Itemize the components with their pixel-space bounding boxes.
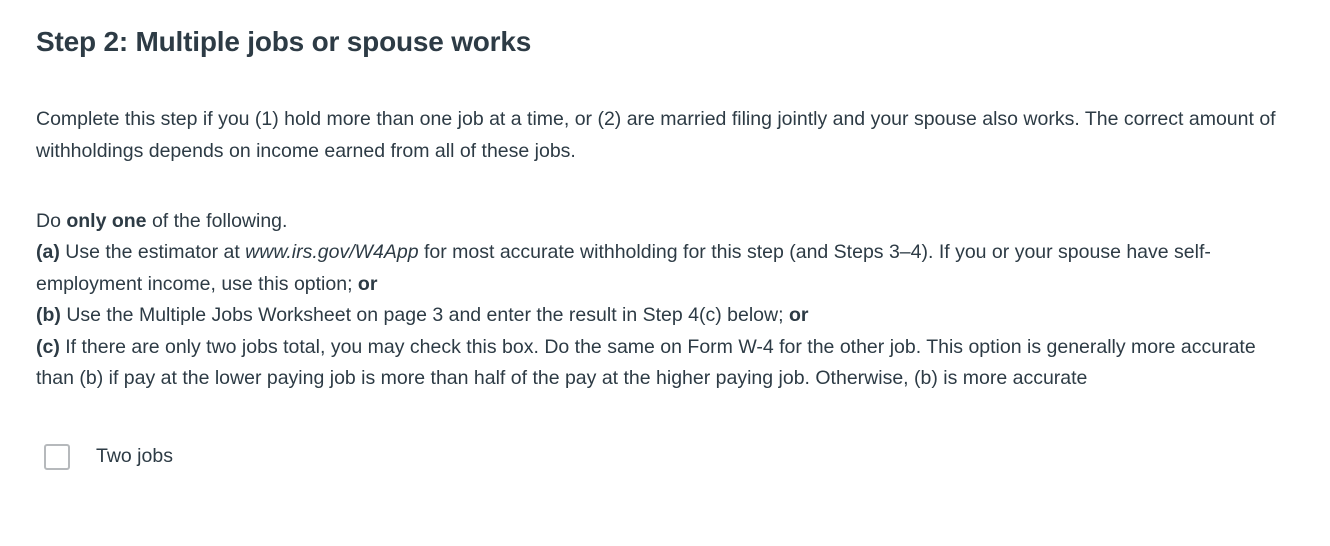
- intro-line-2: spouse also works. The correct amount of withholdings depends on income earned from all of these jobs.: [36, 108, 1276, 162]
- options-block: [36, 206, 1294, 395]
- option-a-text-2: for most accurate withholding for this step (and Steps 3–4). If you or your spouse have self-employment income, use this option;: [36, 241, 1211, 295]
- option-b-text: Use the Multiple Jobs Worksheet on page 3 and enter the result in Step 4(c) below;: [60, 304, 789, 327]
- option-a-line: [36, 237, 1294, 300]
- instruction-suffix: of the following.: [146, 209, 288, 232]
- intro-paragraph: [36, 104, 1294, 167]
- two-jobs-row[interactable]: [36, 443, 1294, 470]
- page-title: Step 2: Multiple jobs or spouse works: [36, 26, 532, 57]
- option-a-marker: (a): [36, 241, 60, 264]
- option-c-text: If there are only two jobs total, you may check this box. Do the same on Form W-4 for the other job. This option is generally more accurate than (b) if pay at the lower paying job is more than half of the pay at the higher paying job. Otherwise, (b) is more accurate: [36, 335, 1256, 390]
- intro-line-1: Complete this step if you (1) hold more than one job at a time, or (2) are married filing jointly and your: [36, 108, 909, 131]
- option-a-or: or: [357, 272, 378, 295]
- irs-estimator-link[interactable]: www.irs.gov/W4App: [245, 241, 419, 264]
- option-a-text-1: Use the estimator at: [59, 241, 246, 264]
- option-c-line: [36, 332, 1294, 395]
- option-b-or: or: [788, 304, 809, 327]
- instruction-line: [36, 206, 1294, 238]
- option-b-line: [36, 300, 1294, 332]
- two-jobs-label: Two jobs: [96, 445, 173, 468]
- instruction-prefix: Do: [36, 209, 67, 232]
- instruction-emphasis: only one: [66, 209, 147, 232]
- option-b-marker: (b): [36, 304, 61, 327]
- option-c-marker: (c): [36, 335, 60, 358]
- two-jobs-checkbox[interactable]: [44, 444, 70, 470]
